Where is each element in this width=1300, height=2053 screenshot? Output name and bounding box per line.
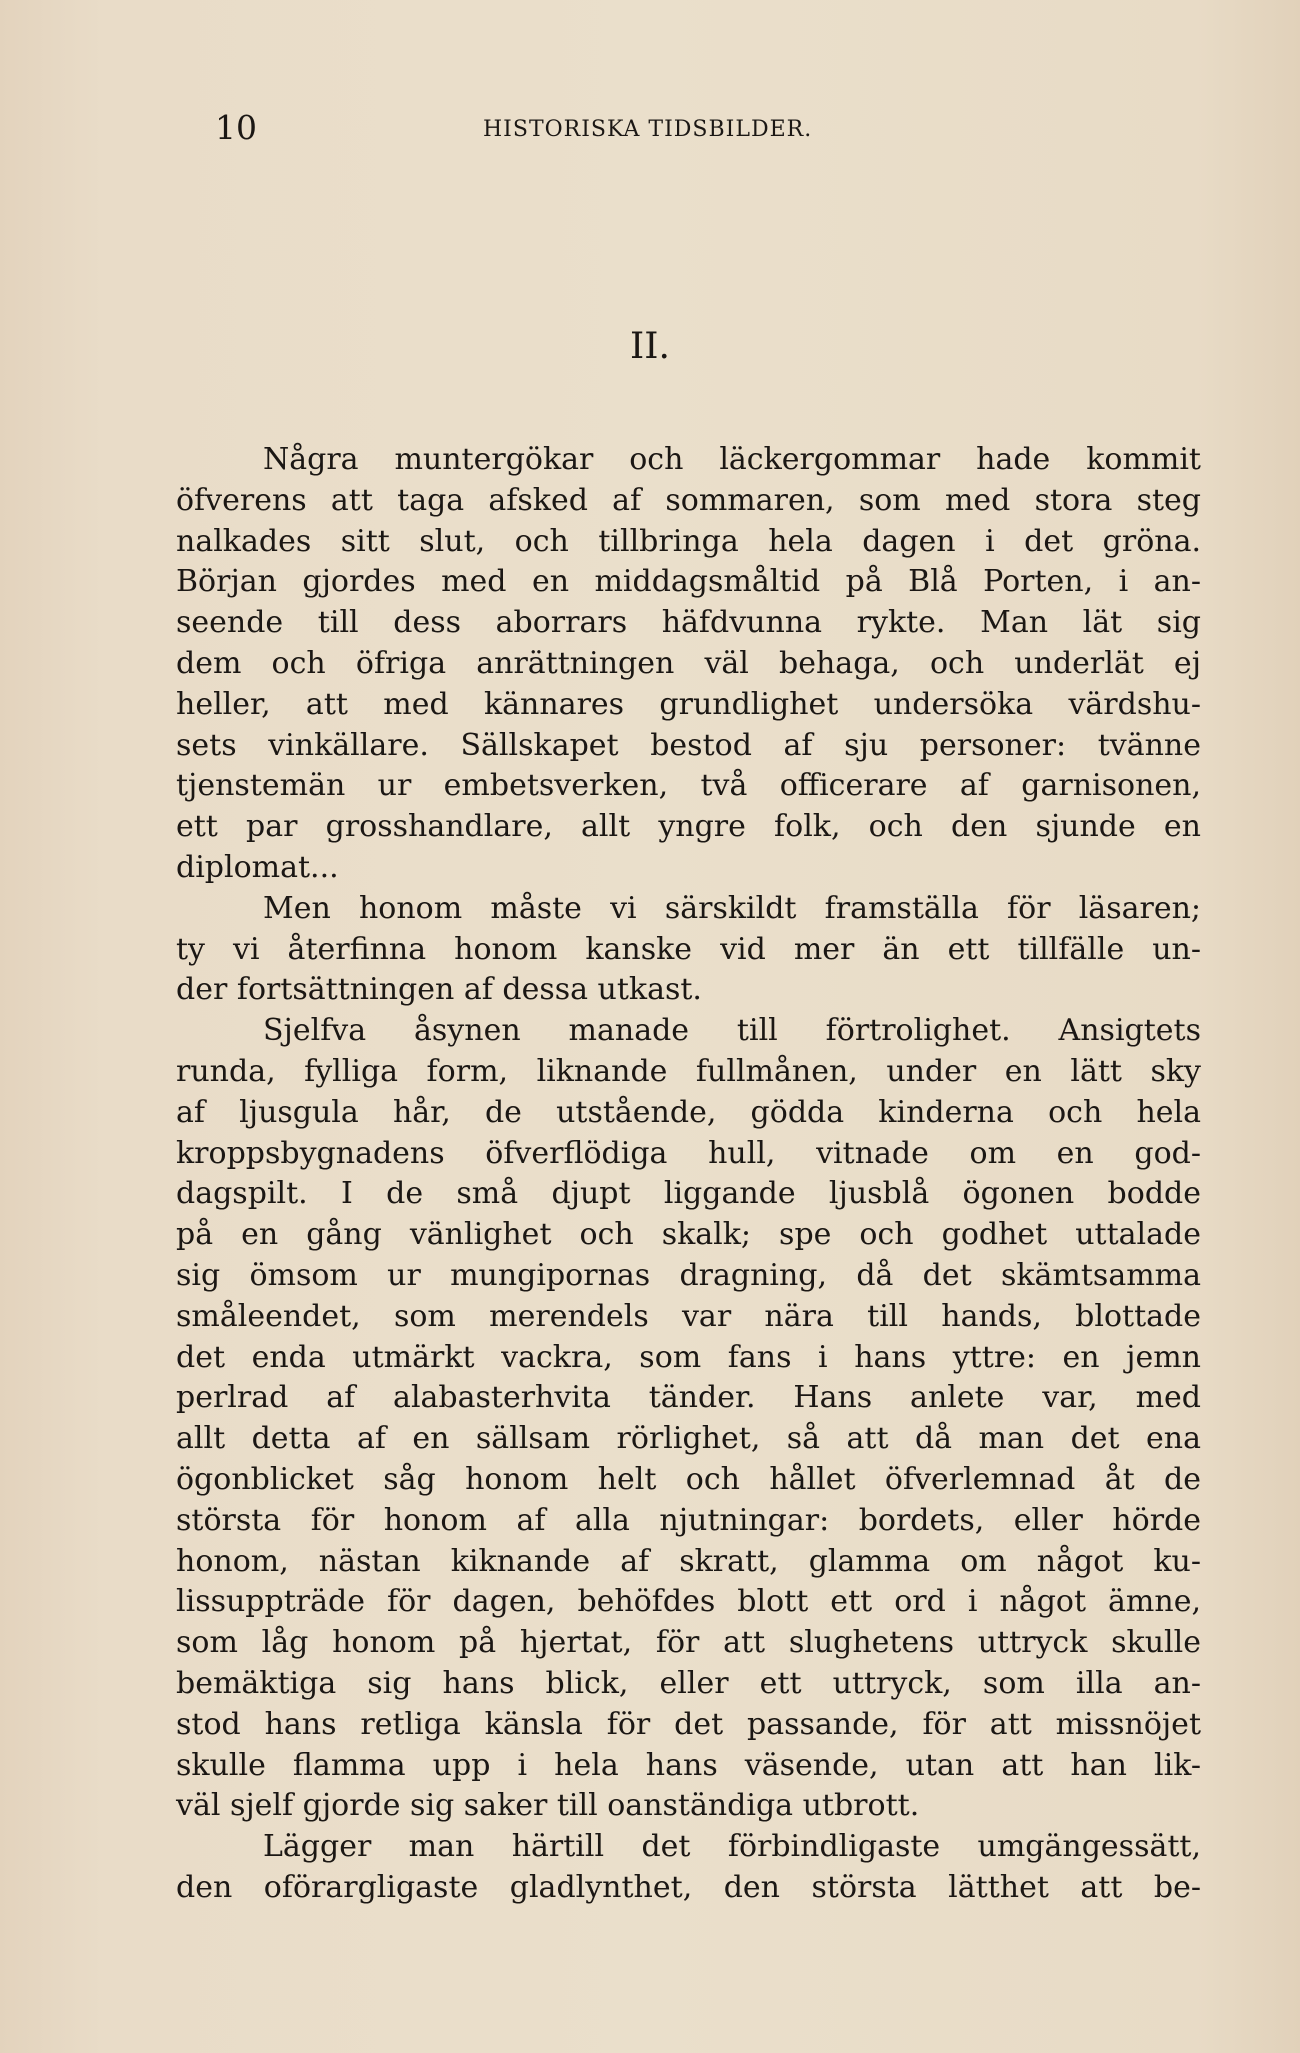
section-numeral: II. [630,326,670,367]
text-line: Några muntergökar och läckergommar hade kommit [263,442,1201,477]
text-line: Början gjordes med en middagsmåltid på Blå Porten, i an- [176,564,1201,600]
text-line: diplomat... [176,849,339,885]
text-line: lissuppträde för dagen, behöfdes blott ett ord i något ämne, [176,1584,1201,1620]
page-header [215,103,865,153]
text-line: Sjelfva åsynen manade till förtrolighet. Ansigtets [263,1013,1201,1049]
text-line: nalkades sitt slut, och tillbringa hela dagen i det gröna. [176,523,1201,559]
text-line: tjenstemän ur embetsverken, två officerare af garnisonen, [176,768,1201,804]
text-line: skulle flamma upp i hela hans väsende, utan att han lik- [176,1747,1201,1783]
text-line: som låg honom på hjertat, för att slughetens uttryck skulle [176,1625,1201,1661]
text-line: dem och öfriga anrättningen väl behaga, och underlät ej [176,645,1201,681]
running-title: HISTORISKA TIDSBILDER. [483,117,813,142]
text-line: perlrad af alabasterhvita tänder. Hans anlete var, med [176,1380,1201,1416]
text-line: småleendet, som merendels var nära till hands, blottade [176,1298,1201,1334]
text-line: kroppsbygnadens öfverflödiga hull, vitnade om en god- [176,1135,1201,1171]
text-line: största för honom af alla njutningar: bordets, eller hörde [176,1502,1201,1538]
text-line: stod hans retliga känsla för det passande, för att missnöjet [176,1706,1201,1742]
text-line: sig ömsom ur mungipornas dragning, då det skämtsamma [176,1257,1201,1293]
text-line: den oförargligaste gladlynthet, den största lätthet att be- [176,1869,1201,1905]
body-text [176,440,1201,1909]
text-line: ty vi återfinna honom kanske vid mer än ett tillfälle un- [176,931,1201,967]
text-line: ögonblicket såg honom helt och hållet öfverlemnad åt de [176,1461,1201,1497]
text-line: allt detta af en sällsam rörlighet, så att då man det ena [176,1421,1201,1457]
text-line: honom, nästan kiknande af skratt, glamma om något ku- [176,1543,1201,1579]
text-line: väl sjelf gjorde sig saker till oanständiga utbrott. [176,1788,920,1824]
text-line: seende till dess aborrars häfdvunna rykte. Man lät sig [176,605,1201,641]
text-line: sets vinkällare. Sällskapet bestod af sju personer: tvänne [176,727,1201,763]
page-number: 10 [215,108,257,147]
text-line: det enda utmärkt vackra, som fans i hans yttre: en jemn [176,1339,1201,1375]
text-line: der fortsättningen af dessa utkast. [176,972,702,1008]
text-line: dagspilt. I de små djupt liggande ljusblå ögonen bodde [176,1176,1201,1212]
text-line: öfverens att taga afsked af sommaren, som med stora steg [176,482,1201,518]
text-line: på en gång vänlighet och skalk; spe och godhet uttalade [176,1217,1201,1253]
text-line: af ljusgula hår, de utstående, gödda kinderna och hela [176,1094,1201,1130]
text-line: runda, fylliga form, liknande fullmånen, under en lätt sky [176,1053,1201,1089]
text-line: ett par grosshandlare, allt yngre folk, och den sjunde en [176,809,1201,845]
text-line: Men honom måste vi särskildt framställa för läsaren; [263,890,1201,926]
text-line: bemäktiga sig hans blick, eller ett uttryck, som illa an- [176,1665,1201,1701]
text-line: Lägger man härtill det förbindligaste umgängessätt, [263,1829,1201,1865]
text-line: heller, att med kännares grundlighet undersöka värdshu- [176,686,1201,722]
